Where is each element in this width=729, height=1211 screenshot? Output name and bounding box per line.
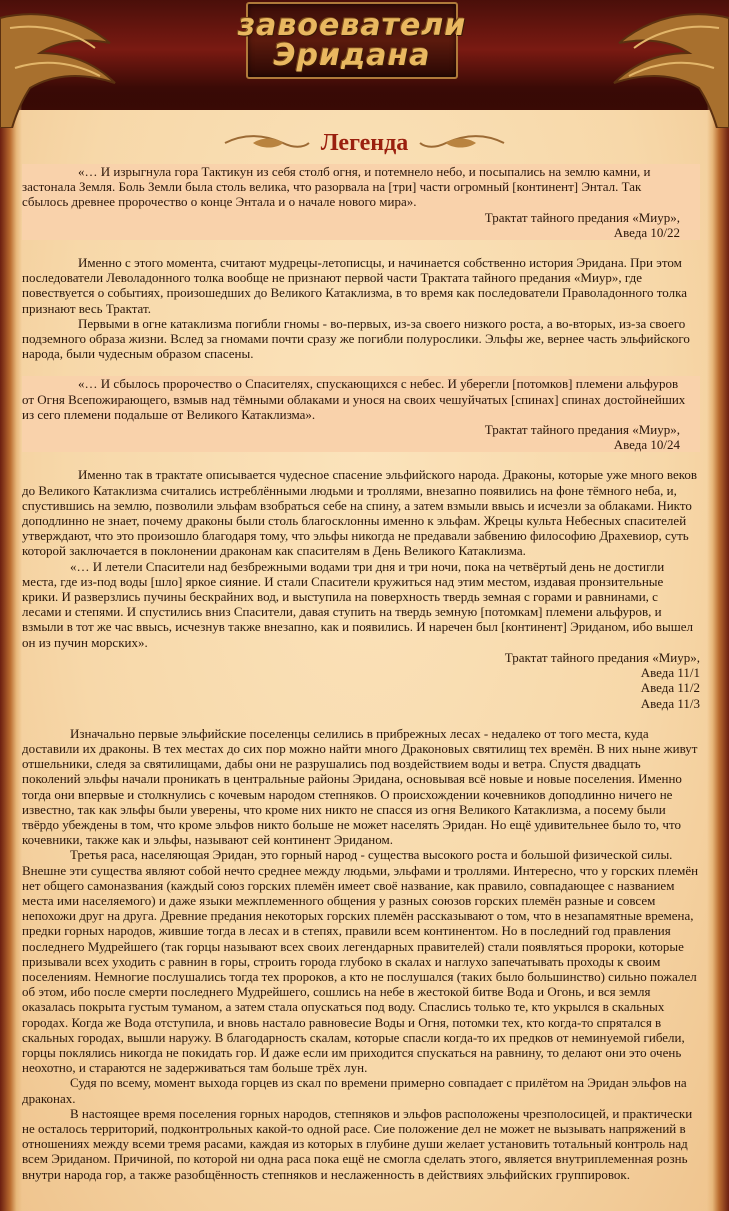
logo-line1: завоеватели: [237, 7, 467, 43]
quote-source: Трактат тайного предания «Миур»,: [504, 649, 700, 665]
dragon-corner-right-icon: [539, 8, 729, 128]
quote-text: «… И сбылось пророчество о Спасителях, спускающихся с небес. И уберегли [потомков] племени альфуров от Огня Всепожирающего, взмыв над тёмными облаками и унося на своих чешуйчатых [спинах] спинах достойнейших из сего племени подальше от Великого Катаклизма».: [22, 376, 686, 422]
legend-text: [22, 164, 700, 1182]
paragraph: Третья раса, населяющая Эридан, это горный народ - существа высокого роста и большой физической силы. Внешне эти существа являют собой нечто среднее между людьми, эльфами и троллями. Интересно, что у горских племён нет общего самоназвания (каждый союз горских племён имеет своё название, как правило, совпадающее с названием места ими населяемого) и даже языки межплеменного общения у разных союзов горских племён разные и совсем непохожи друг на друга. Древние предания некоторых горских племён рассказывают о том, что в незапамятные времена, предки горных народов, жившие тогда в лесах и в степях, правили всем континентом. Но в последний год правления последнего Мудрейшего (так горцы называют всех своих легендарных правителей) стали появляться пророки, которые призывали всех уходить с равнин в горы, строить города глубоко в скалах и наглухо запечатывать проходы к своим поселениям. Немногие послушались тогда тех пророков, а кто не послушался (таких было большинство) сильно пожалел об этом, ибо после смерти последнего Мудрейшего, сошлись на небе в жестокой битве Вода и Огонь, и вся земля оказалась покрыта густым туманом, а затем стала опускаться под воду. Спаслись только те, кто укрылся в скальных городах. Когда же Вода отступила, и вновь настало равновесие Воды и Огня, потомки тех, кто когда-то спрятался в скальных городах, вышли наружу. В благодарность скалам, которые спасли когда-то их предков от неминуемой гибели, горцы поклялись никогда не покидать гор. И даже если им приходится спускаться на равнину, то делают они это очень неохотно, и стараются не задерживаться там больше трёх лун.: [22, 847, 699, 1076]
quote-ref: Аведа 10/22: [613, 224, 680, 240]
right-border-ornament: [707, 60, 729, 1211]
quote-source: Трактат тайного предания «Миур»,: [484, 422, 680, 438]
quote-text: «… И летели Спасители над безбрежными водами три дня и три ночи, пока на четвёртый день не достигли места, где из-под воды [шло] яркое сияние. И стали Спасители кружиться над этим местом, издавая пронзительные крики. И разверзлись пучины бескрайних вод, и выступила на поверхность твердь земная с горами и равнинами, с лесами и степями. И спустились вниз Спасители, давая ступить на твердь земную [потомкам] племени альфуров, и взмыли в тот же час ввысь, исчезнув также внезапно, как и появились. И наречен был [континент] Эриданом, ибо вышел он из пучин морских».: [22, 558, 693, 650]
paragraph: Изначально первые эльфийские поселенцы селились в прибрежных лесах - недалеко от того места, куда доставили их драконы. В тех местах до сих пор можно найти много Драконовых святилищ тех времён. В них ныне живут отшельники, следя за святилищами, дабы они не разрушались под воздействием воды и ветра. Спустя двадцать поколений эльфы начали проникать в центральные районы Эридана, основывая всё новые и новые поселения. Именно тогда они впервые и столкнулись с кочевым народом степняков. О происхождении кочевников доподлинно ничего не известно, так как эльфы были уверены, что кроме них никто не спасся из огня Великого Катаклизма, а посему были твёрдо убеждены в том, что кроме эльфов никто больше не может населять Эридан. Но ещё удивительнее было то, что кочевники, также как и эльфы, называют сей континент Эриданом.: [22, 725, 698, 848]
quote-source: Трактат тайного предания «Миур»,: [484, 209, 680, 225]
site-logo[interactable]: [237, 2, 467, 79]
logo-line2: Эридана: [273, 37, 431, 73]
quote-ref: Аведа 11/3: [640, 695, 700, 711]
dragon-corner-left-icon: [0, 8, 190, 128]
page-title: Легенда: [320, 129, 409, 156]
quote-block: [22, 376, 700, 452]
paragraph: Судя по всему, момент выхода горцев из скал по времени примерно совпадает с прилётом на Эридан эльфов на драконах.: [22, 1075, 687, 1106]
left-border-ornament: [0, 60, 22, 1211]
swirl-ornament-left-icon: [223, 132, 311, 154]
paragraph: Именно с этого момента, считают мудрецы-летописцы, и начинается собственно история Эридана. При этом последователи Леволадонного толка вообще не признают первой части Трактата тайного предания «Миур», где повествуется о событиях, произошедших до Великого Катаклизма, в то время как последователи Праволадонного толка признают весь Трактат.: [22, 255, 687, 316]
paragraph: В настоящее время поселения горных народов, степняков и эльфов расположены чрезполосицей, и практически не осталось территорий, подконтрольных какой-то одной расе. Сие положение дел не может не вызывать напряжений в отношениях между всеми тремя расами, каждая из которых в глубине души желает установить тотальный контроль над всем Эриданом. Причиной, по которой ни одна раса пока ещё не смогла сделать этого, является внутриплеменная рознь внутри народа гор, а также разобщённость степняков и неслаженность в действиях эльфийских группировок.: [22, 1105, 693, 1182]
paragraph: Первыми в огне катаклизма погибли гномы - во-первых, из-за своего низкого роста, а во-вторых, из-за своего подземного образа жизни. Вслед за гномами почти сразу же погибли полурослики. Эльфы же, вернее часть эльфийского народа, были чудесным образом спасены.: [22, 315, 690, 362]
title-row: [0, 126, 729, 160]
quote-ref: Аведа 11/1: [640, 665, 700, 681]
swirl-ornament-right-icon: [418, 132, 506, 154]
quote-block: [22, 164, 700, 240]
quote-ref: Аведа 10/24: [613, 437, 680, 453]
quote-ref: Аведа 11/2: [640, 680, 700, 696]
quote-text: «… И изрыгнула гора Тактикун из себя столб огня, и потемнело небо, и посыпались на землю камни, и застонала Земля. Боль Земли была столь велика, что разорвала на [три] части огромный [континент] Энтал. Так сбылось древнее пророчество о конце Энтала и о начале нового мира».: [22, 164, 651, 210]
paragraph: Именно так в трактате описывается чудесное спасение эльфийского народа. Драконы, которые уже много веков до Великого Катаклизма считались истреблёнными людьми и троллями, внезапно появились на фоне тёмного неба, и, спустившись на землю, позволили эльфам взобраться себе на спину, а затем взмыли ввысь и исчезли за облаками. Никто доподлинно не знает, почему драконы были столь благосклонны именно к эльфам. Жрецы культа Небесных спасителей утверждают, что это произошло благодаря тому, что эльфы никогда не предавали забвению философию Дрaхевиор, суть которой заключается в поклонении драконам как спасителям в День Великого Катаклизма.: [22, 467, 698, 559]
